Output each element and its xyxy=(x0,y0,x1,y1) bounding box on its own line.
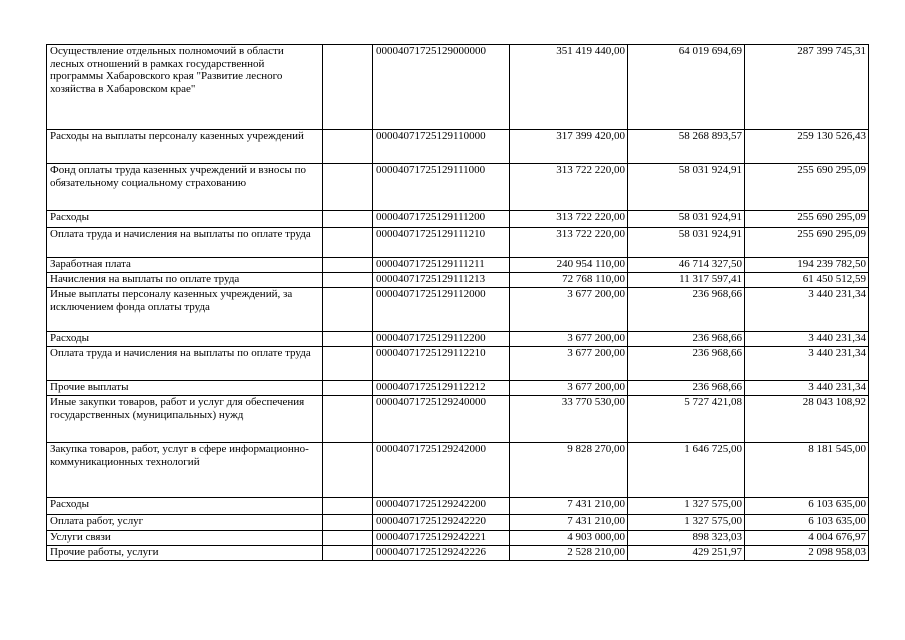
empty-cell xyxy=(323,396,373,443)
empty-cell xyxy=(323,443,373,498)
row-code: 00004071725129111210 xyxy=(373,228,510,258)
row-name: Расходы xyxy=(47,498,323,515)
row-remaining: 3 440 231,34 xyxy=(745,381,869,396)
empty-cell xyxy=(323,288,373,332)
row-code: 00004071725129242221 xyxy=(373,531,510,546)
row-code: 00004071725129112000 xyxy=(373,288,510,332)
row-code: 00004071725129110000 xyxy=(373,130,510,164)
row-remaining: 255 690 295,09 xyxy=(745,164,869,211)
table-row xyxy=(47,347,869,381)
row-name: Расходы на выплаты персоналу казенных учреждений xyxy=(47,130,323,164)
row-name: Услуги связи xyxy=(47,531,323,546)
row-name: Оплата труда и начисления на выплаты по оплате труда xyxy=(47,347,323,381)
row-approved: 3 677 200,00 xyxy=(510,332,628,347)
table-row xyxy=(47,531,869,546)
empty-cell xyxy=(323,498,373,515)
row-approved: 3 677 200,00 xyxy=(510,347,628,381)
row-name: Осуществление отдельных полномочий в области лесных отношений в рамках государственной программы Хабаровского края "Развитие лесного хозяйства в Хабаровском крае" xyxy=(47,45,323,130)
empty-cell xyxy=(323,273,373,288)
row-approved: 2 528 210,00 xyxy=(510,546,628,561)
row-executed: 1 327 575,00 xyxy=(628,515,745,531)
row-approved: 313 722 220,00 xyxy=(510,211,628,228)
row-remaining: 4 004 676,97 xyxy=(745,531,869,546)
row-executed: 1 327 575,00 xyxy=(628,498,745,515)
row-name: Закупка товаров, работ, услуг в сфере информационно-коммуникационных технологий xyxy=(47,443,323,498)
empty-cell xyxy=(323,258,373,273)
table-row xyxy=(47,164,869,211)
row-name: Оплата труда и начисления на выплаты по оплате труда xyxy=(47,228,323,258)
row-name: Прочие работы, услуги xyxy=(47,546,323,561)
row-code: 00004071725129111213 xyxy=(373,273,510,288)
row-name: Заработная плата xyxy=(47,258,323,273)
row-approved: 313 722 220,00 xyxy=(510,228,628,258)
row-remaining: 2 098 958,03 xyxy=(745,546,869,561)
table-row xyxy=(47,288,869,332)
row-executed: 58 031 924,91 xyxy=(628,164,745,211)
row-remaining: 3 440 231,34 xyxy=(745,332,869,347)
row-name: Иные закупки товаров, работ и услуг для обеспечения государственных (муниципальных) нужд xyxy=(47,396,323,443)
empty-cell xyxy=(323,381,373,396)
row-name: Расходы xyxy=(47,211,323,228)
row-approved: 351 419 440,00 xyxy=(510,45,628,130)
budget-table xyxy=(46,44,869,561)
row-name: Оплата работ, услуг xyxy=(47,515,323,531)
row-remaining: 28 043 108,92 xyxy=(745,396,869,443)
empty-cell xyxy=(323,332,373,347)
row-remaining: 6 103 635,00 xyxy=(745,498,869,515)
row-approved: 33 770 530,00 xyxy=(510,396,628,443)
row-approved: 7 431 210,00 xyxy=(510,515,628,531)
row-code: 00004071725129112200 xyxy=(373,332,510,347)
row-approved: 317 399 420,00 xyxy=(510,130,628,164)
row-code: 00004071725129112212 xyxy=(373,381,510,396)
row-code: 00004071725129111000 xyxy=(373,164,510,211)
row-executed: 898 323,03 xyxy=(628,531,745,546)
row-executed: 58 268 893,57 xyxy=(628,130,745,164)
row-name: Расходы xyxy=(47,332,323,347)
row-remaining: 194 239 782,50 xyxy=(745,258,869,273)
row-executed: 58 031 924,91 xyxy=(628,228,745,258)
row-approved: 7 431 210,00 xyxy=(510,498,628,515)
row-name: Начисления на выплаты по оплате труда xyxy=(47,273,323,288)
row-name: Прочие выплаты xyxy=(47,381,323,396)
row-executed: 1 646 725,00 xyxy=(628,443,745,498)
row-code: 00004071725129112210 xyxy=(373,347,510,381)
row-code: 00004071725129242220 xyxy=(373,515,510,531)
row-executed: 64 019 694,69 xyxy=(628,45,745,130)
row-name: Иные выплаты персоналу казенных учреждений, за исключением фонда оплаты труда xyxy=(47,288,323,332)
row-approved: 4 903 000,00 xyxy=(510,531,628,546)
row-remaining: 255 690 295,09 xyxy=(745,211,869,228)
table-row xyxy=(47,45,869,130)
row-approved: 72 768 110,00 xyxy=(510,273,628,288)
row-approved: 240 954 110,00 xyxy=(510,258,628,273)
row-executed: 5 727 421,08 xyxy=(628,396,745,443)
table-row xyxy=(47,273,869,288)
row-remaining: 3 440 231,34 xyxy=(745,288,869,332)
empty-cell xyxy=(323,546,373,561)
row-executed: 429 251,97 xyxy=(628,546,745,561)
row-name: Фонд оплаты труда казенных учреждений и взносы по обязательному социальному страхованию xyxy=(47,164,323,211)
table-row xyxy=(47,396,869,443)
row-executed: 236 968,66 xyxy=(628,347,745,381)
row-code: 00004071725129240000 xyxy=(373,396,510,443)
empty-cell xyxy=(323,45,373,130)
row-remaining: 287 399 745,31 xyxy=(745,45,869,130)
table-row xyxy=(47,546,869,561)
row-executed: 46 714 327,50 xyxy=(628,258,745,273)
row-approved: 3 677 200,00 xyxy=(510,381,628,396)
table-row xyxy=(47,130,869,164)
row-code: 00004071725129242000 xyxy=(373,443,510,498)
empty-cell xyxy=(323,130,373,164)
table-row xyxy=(47,228,869,258)
row-executed: 236 968,66 xyxy=(628,381,745,396)
row-approved: 3 677 200,00 xyxy=(510,288,628,332)
row-code: 00004071725129000000 xyxy=(373,45,510,130)
row-code: 00004071725129111200 xyxy=(373,211,510,228)
row-code: 00004071725129242226 xyxy=(373,546,510,561)
row-approved: 313 722 220,00 xyxy=(510,164,628,211)
empty-cell xyxy=(323,347,373,381)
row-remaining: 6 103 635,00 xyxy=(745,515,869,531)
row-executed: 58 031 924,91 xyxy=(628,211,745,228)
table-row xyxy=(47,381,869,396)
empty-cell xyxy=(323,228,373,258)
table-row xyxy=(47,332,869,347)
empty-cell xyxy=(323,211,373,228)
empty-cell xyxy=(323,515,373,531)
empty-cell xyxy=(323,164,373,211)
row-remaining: 255 690 295,09 xyxy=(745,228,869,258)
table-row xyxy=(47,258,869,273)
table-row xyxy=(47,211,869,228)
row-approved: 9 828 270,00 xyxy=(510,443,628,498)
row-executed: 236 968,66 xyxy=(628,332,745,347)
row-code: 00004071725129111211 xyxy=(373,258,510,273)
table-row xyxy=(47,498,869,515)
row-remaining: 3 440 231,34 xyxy=(745,347,869,381)
table-row xyxy=(47,515,869,531)
row-remaining: 61 450 512,59 xyxy=(745,273,869,288)
row-code: 00004071725129242200 xyxy=(373,498,510,515)
table-row xyxy=(47,443,869,498)
row-executed: 11 317 597,41 xyxy=(628,273,745,288)
row-remaining: 8 181 545,00 xyxy=(745,443,869,498)
empty-cell xyxy=(323,531,373,546)
row-executed: 236 968,66 xyxy=(628,288,745,332)
row-remaining: 259 130 526,43 xyxy=(745,130,869,164)
